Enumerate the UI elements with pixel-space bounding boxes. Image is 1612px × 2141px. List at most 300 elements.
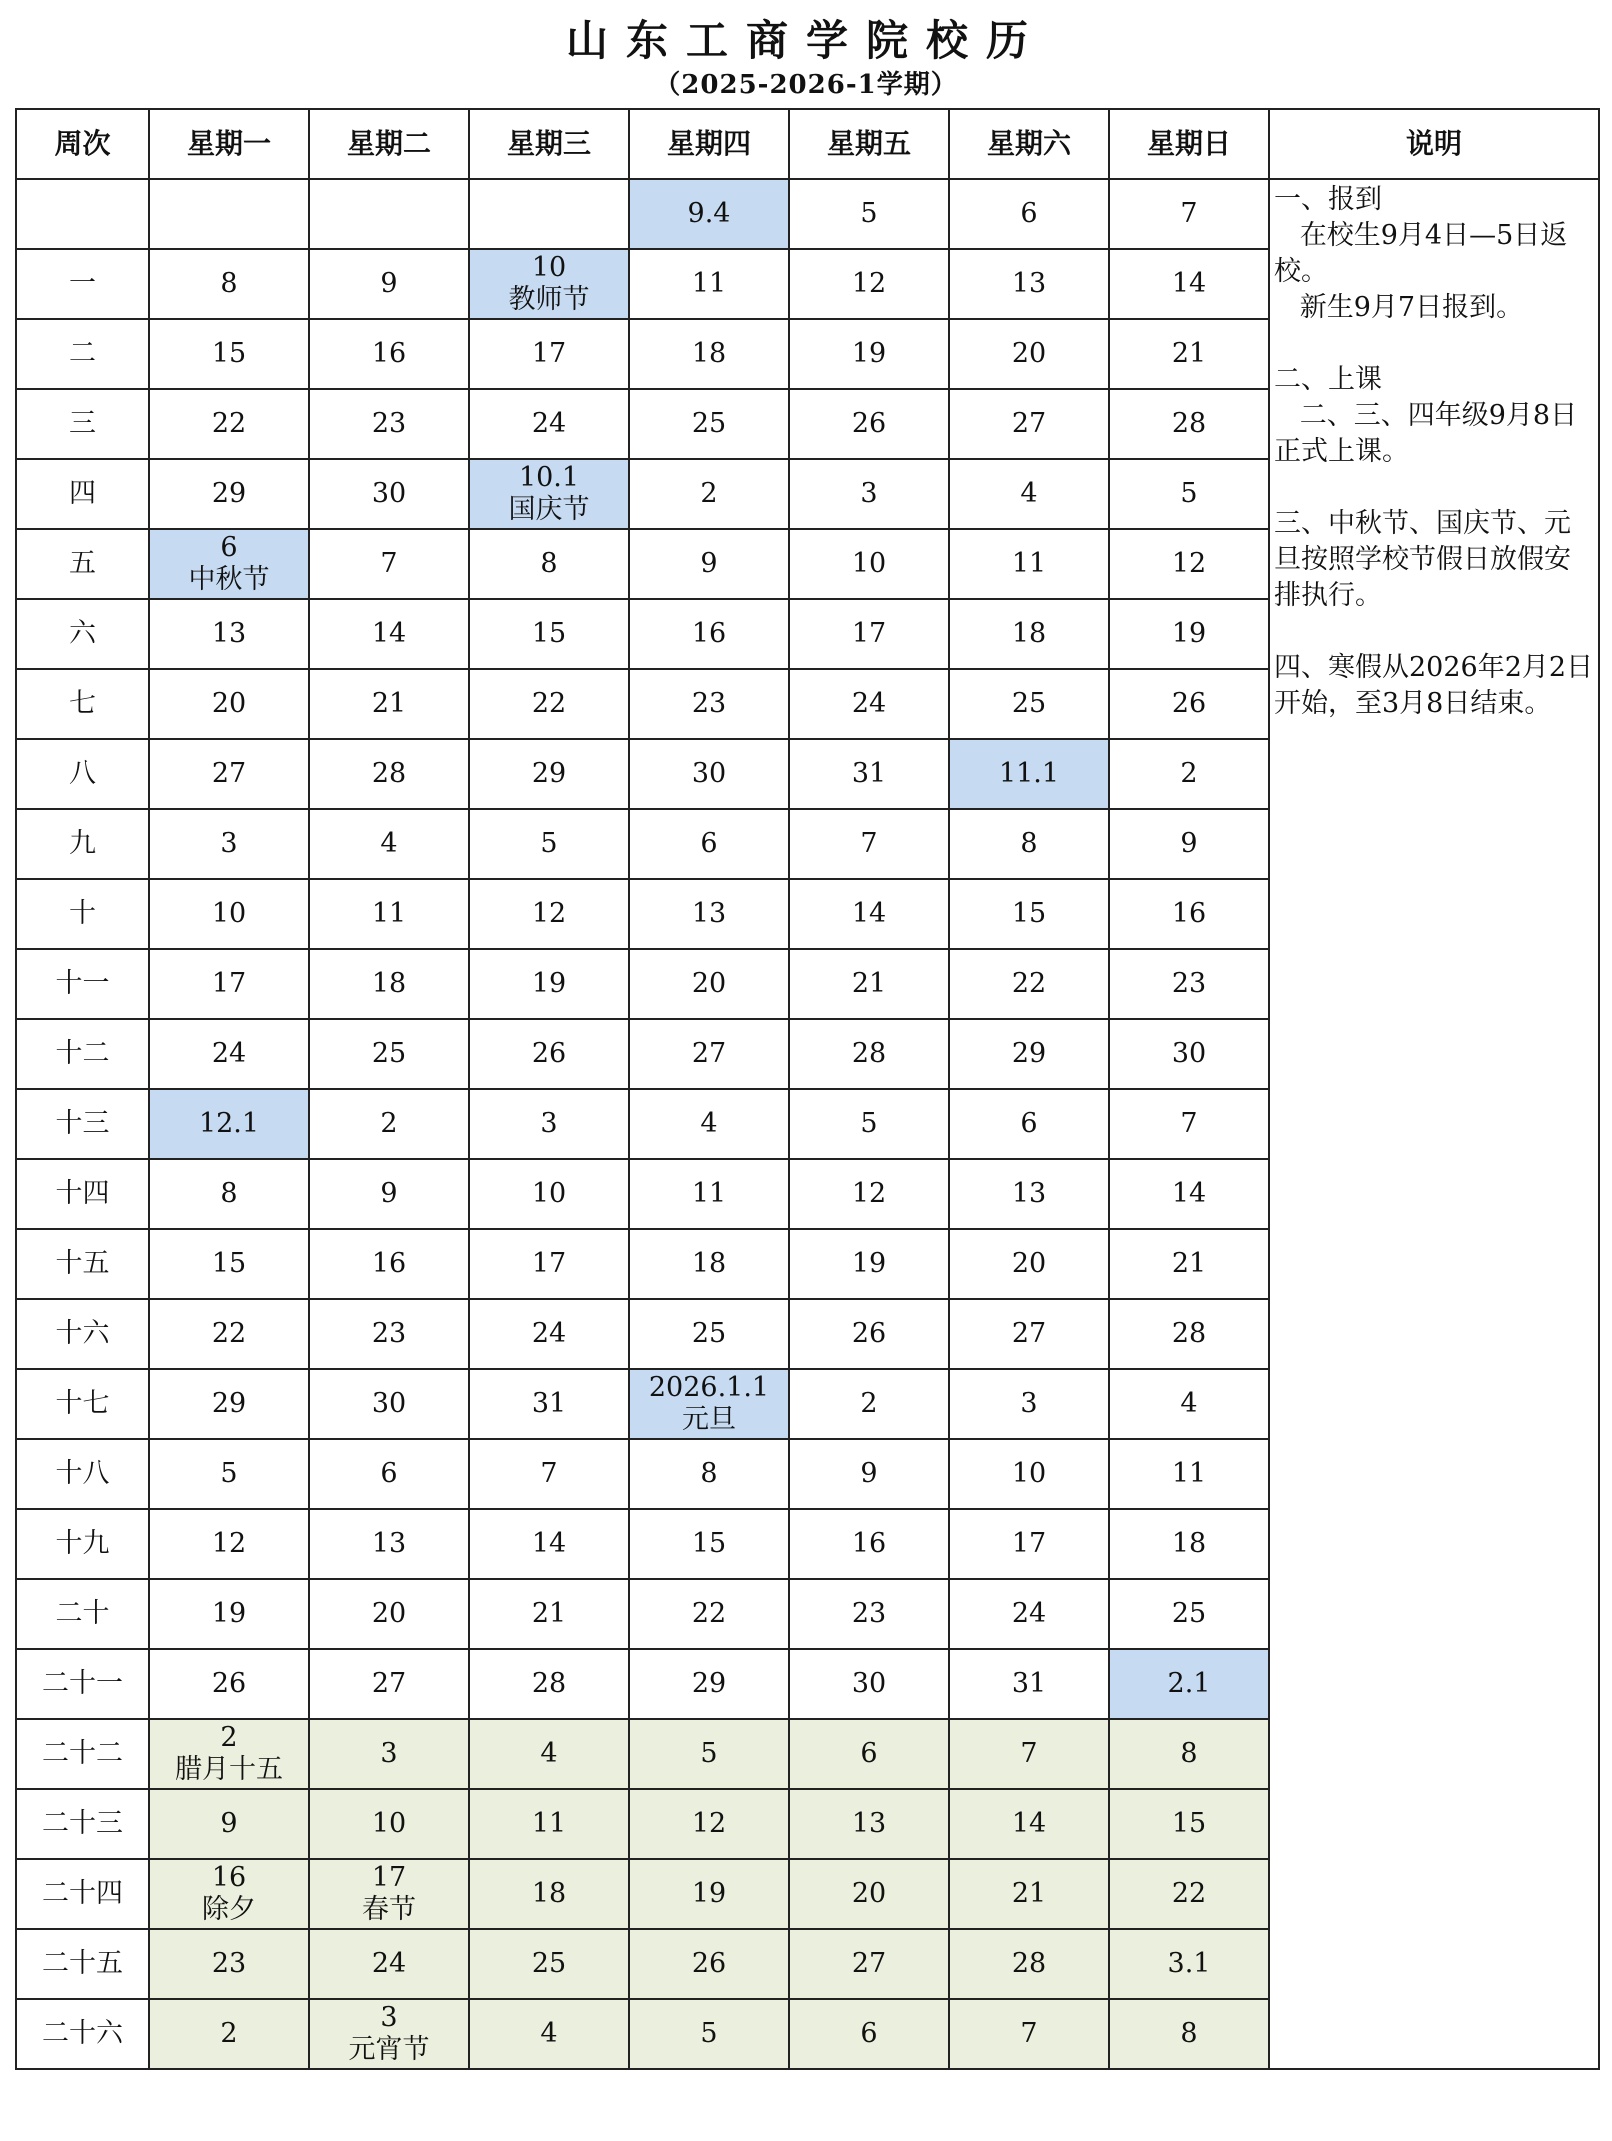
day-cell xyxy=(1109,529,1269,599)
day-cell xyxy=(789,1999,949,2069)
day-cell xyxy=(789,1579,949,1649)
day-number: 13 xyxy=(371,1528,407,1559)
day-number: 18 xyxy=(531,1878,567,1909)
day-cell xyxy=(309,389,469,459)
day-cell xyxy=(1109,1439,1269,1509)
day-number: 8 xyxy=(220,268,238,299)
note-item: 四、寒假从2026年2月2日开始，至3月8日结束。 xyxy=(1274,652,1594,719)
day-number: 2 xyxy=(220,1722,238,1753)
day-cell xyxy=(309,669,469,739)
day-cell xyxy=(1109,459,1269,529)
day-cell xyxy=(789,949,949,1019)
week-number xyxy=(16,179,149,249)
day-cell xyxy=(949,389,1109,459)
week-row xyxy=(16,179,1599,249)
day-cell xyxy=(789,1929,949,1999)
day-cell xyxy=(149,669,309,739)
day-number: 29 xyxy=(211,478,247,509)
day-number: 15 xyxy=(211,338,247,369)
day-cell xyxy=(789,249,949,319)
day-cell xyxy=(629,1859,789,1929)
day-number: 18 xyxy=(691,1248,727,1279)
day-cell xyxy=(629,1159,789,1229)
day-cell xyxy=(949,1999,1109,2069)
day-cell xyxy=(469,389,629,459)
day-number: 12 xyxy=(1171,548,1207,579)
day-number: 24 xyxy=(211,1038,247,1069)
day-cell xyxy=(949,669,1109,739)
day-number: 2 xyxy=(700,478,718,509)
day-number: 13 xyxy=(1011,1178,1047,1209)
day-cell xyxy=(629,319,789,389)
day-number: 14 xyxy=(1011,1808,1047,1839)
day-number: 5 xyxy=(1180,478,1198,509)
day-number: 15 xyxy=(691,1528,727,1559)
header-sun: 星期日 xyxy=(1109,109,1269,179)
day-number: 11 xyxy=(691,268,727,299)
day-cell xyxy=(1109,1999,1269,2069)
day-cell xyxy=(949,1439,1109,1509)
day-cell xyxy=(309,1089,469,1159)
day-cell xyxy=(949,1159,1109,1229)
day-number: 2 xyxy=(380,1108,398,1139)
week-number: 一 xyxy=(16,249,149,319)
day-cell xyxy=(1109,1019,1269,1089)
day-cell xyxy=(469,1229,629,1299)
day-number: 13 xyxy=(691,898,727,929)
day-number: 27 xyxy=(371,1668,407,1699)
day-number: 8 xyxy=(1020,828,1038,859)
day-cell xyxy=(309,459,469,529)
day-cell xyxy=(949,1019,1109,1089)
day-cell xyxy=(309,1859,469,1929)
day-cell xyxy=(949,1789,1109,1859)
day-cell xyxy=(949,599,1109,669)
week-number: 四 xyxy=(16,459,149,529)
day-number: 12 xyxy=(851,268,887,299)
day-cell xyxy=(469,459,629,529)
day-cell xyxy=(469,879,629,949)
day-cell xyxy=(629,1439,789,1509)
day-number: 6 xyxy=(860,1738,878,1769)
day-cell xyxy=(629,1019,789,1089)
day-number: 28 xyxy=(1171,1318,1207,1349)
day-number: 10.1 xyxy=(518,462,580,493)
day-cell xyxy=(949,179,1109,249)
day-number: 3 xyxy=(380,1738,398,1769)
week-number: 二十六 xyxy=(16,1999,149,2069)
day-number: 15 xyxy=(1011,898,1047,929)
day-number: 31 xyxy=(1011,1668,1047,1699)
day-cell xyxy=(949,319,1109,389)
day-cell xyxy=(789,529,949,599)
day-cell xyxy=(789,319,949,389)
day-cell xyxy=(949,1719,1109,1789)
day-cell xyxy=(949,1859,1109,1929)
header-notes: 说明 xyxy=(1269,109,1599,179)
day-number: 19 xyxy=(211,1598,247,1629)
day-number: 22 xyxy=(211,408,247,439)
day-cell xyxy=(149,1859,309,1929)
day-cell xyxy=(469,249,629,319)
day-number: 17 xyxy=(531,338,567,369)
day-cell xyxy=(309,949,469,1019)
day-cell xyxy=(149,389,309,459)
day-cell xyxy=(469,1299,629,1369)
day-number: 14 xyxy=(371,618,407,649)
day-cell xyxy=(1109,179,1269,249)
day-cell xyxy=(309,1019,469,1089)
day-number: 11 xyxy=(371,898,407,929)
day-number: 16 xyxy=(211,1862,247,1893)
day-number: 16 xyxy=(691,618,727,649)
day-number: 17 xyxy=(531,1248,567,1279)
day-number: 30 xyxy=(1171,1038,1207,1069)
day-cell xyxy=(629,1579,789,1649)
day-number: 3 xyxy=(1020,1388,1038,1419)
day-cell xyxy=(629,1299,789,1369)
day-number: 22 xyxy=(531,688,567,719)
day-number: 8 xyxy=(540,548,558,579)
holiday-label: 国庆节 xyxy=(508,494,590,525)
day-number: 19 xyxy=(851,1248,887,1279)
day-cell xyxy=(629,599,789,669)
day-cell xyxy=(1109,1719,1269,1789)
day-number: 11 xyxy=(1171,1458,1207,1489)
week-number: 二十四 xyxy=(16,1859,149,1929)
day-number: 12 xyxy=(691,1808,727,1839)
day-cell xyxy=(149,1299,309,1369)
week-number: 二十 xyxy=(16,1579,149,1649)
day-cell xyxy=(1109,1649,1269,1719)
day-number: 6 xyxy=(700,828,718,859)
day-number: 28 xyxy=(1011,1948,1047,1979)
day-cell xyxy=(309,1369,469,1439)
day-cell xyxy=(629,949,789,1019)
day-cell xyxy=(149,179,309,249)
day-cell xyxy=(309,1649,469,1719)
day-number: 9 xyxy=(860,1458,878,1489)
day-number: 7 xyxy=(1180,198,1198,229)
day-cell xyxy=(949,879,1109,949)
day-number: 3 xyxy=(220,828,238,859)
day-number: 12 xyxy=(211,1528,247,1559)
day-number: 21 xyxy=(1011,1878,1047,1909)
day-number: 30 xyxy=(371,1388,407,1419)
week-number: 十六 xyxy=(16,1299,149,1369)
day-number: 16 xyxy=(371,338,407,369)
day-cell xyxy=(149,1789,309,1859)
day-number: 26 xyxy=(211,1668,247,1699)
day-number: 28 xyxy=(371,758,407,789)
day-number: 12 xyxy=(851,1178,887,1209)
day-cell xyxy=(1109,1509,1269,1579)
day-number: 9 xyxy=(1180,828,1198,859)
week-number: 十一 xyxy=(16,949,149,1019)
day-cell xyxy=(789,599,949,669)
day-cell xyxy=(789,1509,949,1579)
day-cell xyxy=(149,1719,309,1789)
day-cell xyxy=(949,1509,1109,1579)
day-cell xyxy=(149,1369,309,1439)
day-cell xyxy=(629,1089,789,1159)
day-cell xyxy=(1109,1229,1269,1299)
day-number: 19 xyxy=(531,968,567,999)
day-number: 21 xyxy=(1171,338,1207,369)
note-item: 三、中秋节、国庆节、元旦按照学校节假日放假安排执行。 xyxy=(1274,508,1571,611)
day-number: 3 xyxy=(540,1108,558,1139)
week-number: 八 xyxy=(16,739,149,809)
week-number: 七 xyxy=(16,669,149,739)
day-cell xyxy=(469,949,629,1019)
day-cell xyxy=(629,1229,789,1299)
day-number: 6 xyxy=(220,532,238,563)
day-cell xyxy=(629,529,789,599)
day-number: 23 xyxy=(851,1598,887,1629)
day-number: 10 xyxy=(371,1808,407,1839)
day-cell xyxy=(1109,1929,1269,1999)
day-cell xyxy=(469,669,629,739)
day-number: 15 xyxy=(1171,1808,1207,1839)
day-number: 17 xyxy=(371,1862,407,1893)
day-cell xyxy=(309,1509,469,1579)
day-number: 20 xyxy=(1011,1248,1047,1279)
day-number: 29 xyxy=(1011,1038,1047,1069)
day-number: 19 xyxy=(1171,618,1207,649)
week-number: 六 xyxy=(16,599,149,669)
day-cell xyxy=(949,1929,1109,1999)
day-cell xyxy=(309,1299,469,1369)
day-cell xyxy=(629,179,789,249)
day-number: 21 xyxy=(851,968,887,999)
day-cell xyxy=(149,1579,309,1649)
holiday-label: 除夕 xyxy=(202,1894,256,1925)
day-cell xyxy=(1109,1579,1269,1649)
day-number: 23 xyxy=(1171,968,1207,999)
day-number: 30 xyxy=(851,1668,887,1699)
day-cell xyxy=(309,1229,469,1299)
day-number: 9 xyxy=(220,1808,238,1839)
day-number: 21 xyxy=(1171,1248,1207,1279)
day-cell xyxy=(1109,1859,1269,1929)
day-cell xyxy=(309,1999,469,2069)
day-cell xyxy=(469,179,629,249)
day-cell xyxy=(789,1789,949,1859)
holiday-label: 中秋节 xyxy=(188,564,270,595)
day-number: 10 xyxy=(211,898,247,929)
notes-cell xyxy=(1269,179,1599,2069)
header-fri: 星期五 xyxy=(789,109,949,179)
day-cell xyxy=(949,459,1109,529)
day-number: 11 xyxy=(1011,548,1047,579)
day-cell xyxy=(469,1859,629,1929)
day-number: 7 xyxy=(1020,1738,1038,1769)
day-number: 13 xyxy=(1011,268,1047,299)
day-cell xyxy=(629,1719,789,1789)
day-number: 12.1 xyxy=(198,1108,260,1139)
day-number: 10 xyxy=(851,548,887,579)
day-cell xyxy=(469,1929,629,1999)
day-cell xyxy=(149,1999,309,2069)
day-cell xyxy=(309,599,469,669)
day-number: 10 xyxy=(531,1178,567,1209)
day-number: 19 xyxy=(691,1878,727,1909)
day-cell xyxy=(629,1999,789,2069)
day-number: 8 xyxy=(1180,2018,1198,2049)
day-number: 4 xyxy=(540,2018,558,2049)
header-sat: 星期六 xyxy=(949,109,1109,179)
week-number: 十七 xyxy=(16,1369,149,1439)
day-number: 31 xyxy=(531,1388,567,1419)
day-cell xyxy=(1109,1299,1269,1369)
day-number: 23 xyxy=(371,1318,407,1349)
day-cell xyxy=(149,1089,309,1159)
day-cell xyxy=(629,739,789,809)
day-number: 4 xyxy=(700,1108,718,1139)
day-cell xyxy=(789,1159,949,1229)
day-cell xyxy=(949,1649,1109,1719)
day-number: 6 xyxy=(860,2018,878,2049)
day-cell xyxy=(789,1719,949,1789)
day-number: 5 xyxy=(860,1108,878,1139)
day-number: 23 xyxy=(371,408,407,439)
day-number: 22 xyxy=(1171,1878,1207,1909)
day-number: 10 xyxy=(1011,1458,1047,1489)
day-cell xyxy=(789,1299,949,1369)
day-cell xyxy=(469,1719,629,1789)
day-number: 6 xyxy=(380,1458,398,1489)
day-number: 2 xyxy=(220,2018,238,2049)
calendar-body xyxy=(16,179,1599,2069)
day-number: 21 xyxy=(371,688,407,719)
day-number: 5 xyxy=(220,1458,238,1489)
day-number: 27 xyxy=(851,1948,887,1979)
day-number: 3 xyxy=(860,478,878,509)
day-number: 18 xyxy=(1011,618,1047,649)
day-number: 5 xyxy=(540,828,558,859)
day-number: 29 xyxy=(211,1388,247,1419)
day-cell xyxy=(149,1159,309,1229)
holiday-label: 元旦 xyxy=(682,1404,736,1435)
week-number: 三 xyxy=(16,389,149,459)
day-number: 30 xyxy=(691,758,727,789)
day-cell xyxy=(1109,249,1269,319)
week-number: 二十二 xyxy=(16,1719,149,1789)
day-number: 5 xyxy=(700,2018,718,2049)
day-cell xyxy=(469,1999,629,2069)
day-cell xyxy=(789,179,949,249)
day-number: 4 xyxy=(1020,478,1038,509)
day-cell xyxy=(629,1649,789,1719)
day-cell xyxy=(469,1089,629,1159)
day-number: 20 xyxy=(851,1878,887,1909)
day-number: 14 xyxy=(851,898,887,929)
day-cell xyxy=(149,809,309,879)
day-number: 28 xyxy=(851,1038,887,1069)
day-number: 27 xyxy=(1011,1318,1047,1349)
day-cell xyxy=(469,529,629,599)
day-cell xyxy=(789,1439,949,1509)
day-cell xyxy=(149,1019,309,1089)
day-cell xyxy=(1109,599,1269,669)
day-cell xyxy=(949,1229,1109,1299)
day-cell xyxy=(789,1089,949,1159)
day-number: 24 xyxy=(531,408,567,439)
holiday-label: 教师节 xyxy=(508,284,590,315)
day-number: 22 xyxy=(1011,968,1047,999)
day-number: 4 xyxy=(380,828,398,859)
day-number: 25 xyxy=(1171,1598,1207,1629)
day-cell xyxy=(1109,1089,1269,1159)
day-number: 16 xyxy=(371,1248,407,1279)
day-cell xyxy=(149,459,309,529)
day-number: 8 xyxy=(1180,1738,1198,1769)
day-cell xyxy=(149,1649,309,1719)
day-number: 17 xyxy=(211,968,247,999)
day-number: 2026.1.1 xyxy=(648,1372,770,1403)
day-cell xyxy=(309,1929,469,1999)
day-number: 26 xyxy=(531,1038,567,1069)
day-cell xyxy=(789,459,949,529)
calendar-table xyxy=(15,108,1600,2070)
week-number: 十九 xyxy=(16,1509,149,1579)
day-number: 25 xyxy=(691,1318,727,1349)
holiday-label: 春节 xyxy=(362,1894,416,1925)
week-number: 二十一 xyxy=(16,1649,149,1719)
day-cell xyxy=(949,949,1109,1019)
day-cell xyxy=(469,319,629,389)
week-number: 二十三 xyxy=(16,1789,149,1859)
day-number: 23 xyxy=(211,1948,247,1979)
day-number: 20 xyxy=(691,968,727,999)
day-cell xyxy=(149,249,309,319)
day-cell xyxy=(949,529,1109,599)
day-cell xyxy=(309,1719,469,1789)
day-cell xyxy=(949,1089,1109,1159)
day-number: 6 xyxy=(1020,198,1038,229)
day-cell xyxy=(309,249,469,319)
day-number: 31 xyxy=(851,758,887,789)
day-number: 25 xyxy=(691,408,727,439)
day-number: 24 xyxy=(851,688,887,719)
day-number: 19 xyxy=(851,338,887,369)
day-cell xyxy=(629,1509,789,1579)
day-number: 9.4 xyxy=(687,198,731,229)
day-cell xyxy=(949,1299,1109,1369)
day-number: 27 xyxy=(1011,408,1047,439)
day-number: 2 xyxy=(860,1388,878,1419)
day-cell xyxy=(309,1439,469,1509)
day-cell xyxy=(1109,809,1269,879)
day-cell xyxy=(469,809,629,879)
day-number: 20 xyxy=(211,688,247,719)
day-number: 14 xyxy=(531,1528,567,1559)
day-number: 9 xyxy=(700,548,718,579)
day-cell xyxy=(309,1789,469,1859)
day-number: 10 xyxy=(531,252,567,283)
day-cell xyxy=(309,809,469,879)
day-number: 25 xyxy=(371,1038,407,1069)
day-cell xyxy=(1109,739,1269,809)
day-cell xyxy=(629,669,789,739)
day-cell xyxy=(469,1579,629,1649)
day-number: 2.1 xyxy=(1167,1668,1211,1699)
week-number: 十 xyxy=(16,879,149,949)
day-number: 29 xyxy=(691,1668,727,1699)
note-item: 一、报到 在校生9月4日—5日返校。 新生9月7日报到。 xyxy=(1274,184,1568,323)
day-cell xyxy=(469,739,629,809)
day-number: 5 xyxy=(860,198,878,229)
